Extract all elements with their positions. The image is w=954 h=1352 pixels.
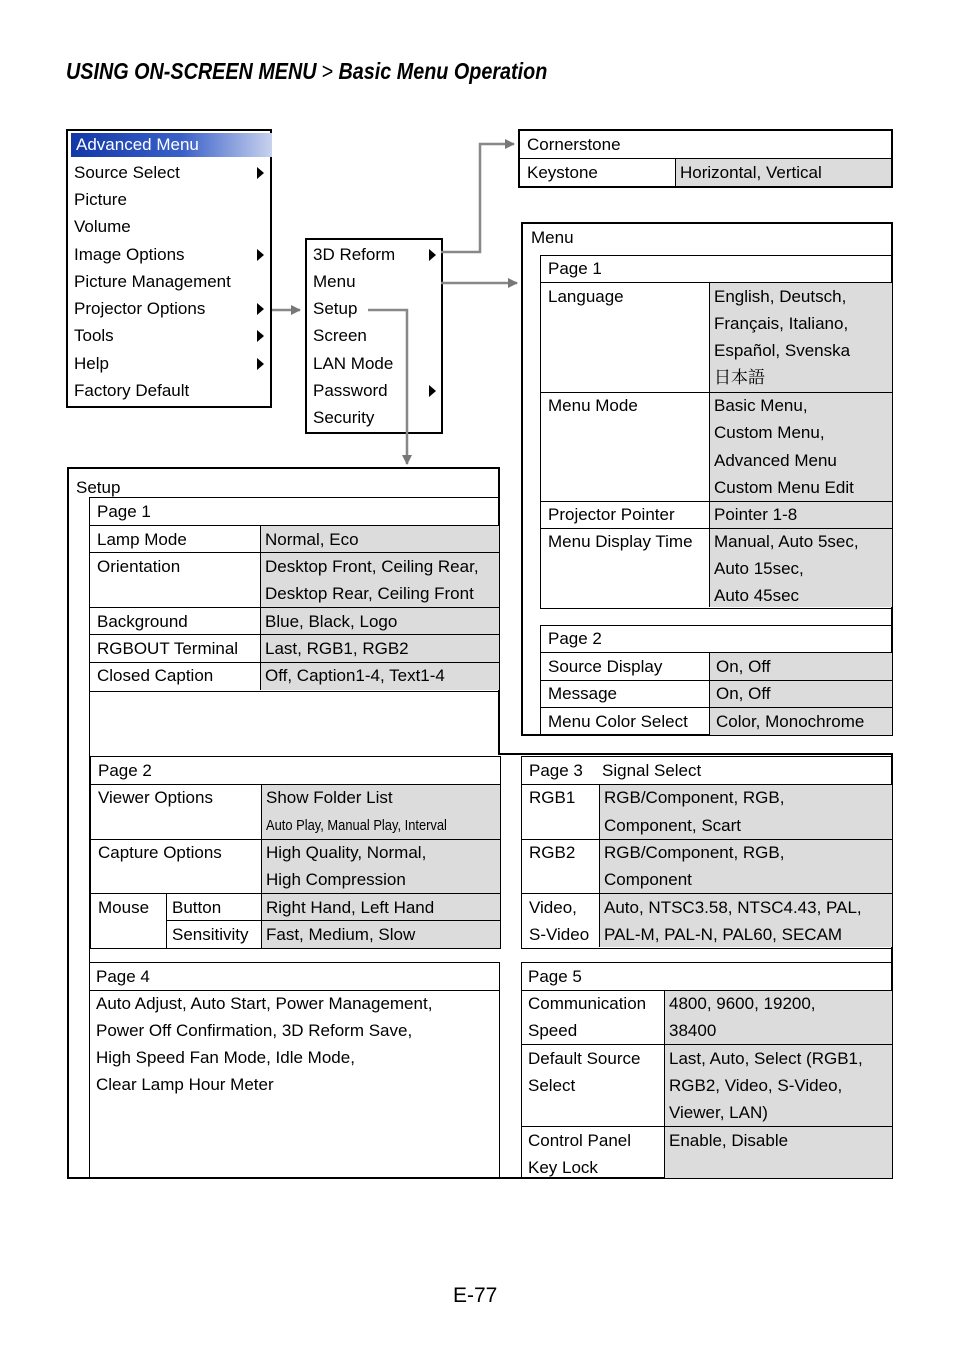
- menu-item-factory-default[interactable]: Factory Default: [74, 381, 190, 400]
- menu-item-tools[interactable]: Tools: [74, 326, 114, 345]
- comm-speed-value: 4800, 9600, 19200,: [669, 994, 816, 1013]
- menu-display-time-value: Manual, Auto 5sec,: [714, 532, 859, 551]
- rgb2-value: RGB/Component, RGB,: [604, 843, 785, 862]
- setup-page1-label: Page 1: [97, 502, 151, 521]
- menu-item-lan-mode[interactable]: LAN Mode: [313, 354, 394, 373]
- language-value: Español, Svenska: [714, 341, 851, 360]
- mouse-label: Mouse: [98, 898, 150, 917]
- language-value: English, Deutsch,: [714, 287, 847, 306]
- default-source-value: Last, Auto, Select (RGB1,: [669, 1049, 863, 1068]
- setup-box-title: Setup: [76, 478, 121, 497]
- menu-mode-value: Advanced Menu: [714, 451, 837, 470]
- default-source-label: Select: [528, 1076, 576, 1095]
- rgbout-terminal-label: RGBOUT Terminal: [97, 639, 239, 658]
- language-value: 日本語: [714, 368, 765, 387]
- menu-item-projector-options[interactable]: Projector Options: [74, 299, 206, 318]
- background-value: Blue, Black, Logo: [265, 612, 398, 631]
- comm-speed-value: 38400: [669, 1021, 717, 1040]
- language-label: Language: [548, 287, 624, 306]
- mouse-button-value: Right Hand, Left Hand: [266, 898, 435, 917]
- video-value: PAL-M, PAL-N, PAL60, SECAM: [604, 925, 843, 944]
- page4-line: Auto Adjust, Auto Start, Power Management,: [96, 994, 433, 1013]
- key-lock-label: Key Lock: [528, 1158, 598, 1177]
- viewer-options-value: Auto Play, Manual Play, Interval: [266, 817, 447, 834]
- advanced-menu-title[interactable]: Advanced Menu: [71, 133, 272, 157]
- menu-display-time-value: Auto 15sec,: [714, 559, 804, 578]
- page-number: E-77: [453, 1284, 498, 1307]
- source-display-label: Source Display: [548, 657, 663, 676]
- video-label: Video,: [529, 898, 577, 917]
- projector-pointer-value: Pointer 1-8: [714, 505, 798, 524]
- menu-mode-value: Custom Menu,: [714, 423, 825, 442]
- rgb1-label: RGB1: [529, 788, 576, 807]
- subsection-title: Basic Menu Operation: [338, 58, 548, 84]
- menu-item-picture-management[interactable]: Picture Management: [74, 272, 231, 291]
- comm-speed-label: Speed: [528, 1021, 578, 1040]
- viewer-options-label: Viewer Options: [98, 788, 213, 807]
- arrow-3dreform-to-box: [441, 144, 514, 252]
- capture-options-value: High Quality, Normal,: [266, 843, 427, 862]
- closed-caption-label: Closed Caption: [97, 666, 214, 685]
- orientation-value: Desktop Rear, Ceiling Front: [265, 584, 474, 603]
- rgb1-value: Component, Scart: [604, 816, 742, 835]
- closed-caption-value: Off, Caption1-4, Text1-4: [265, 666, 445, 685]
- page2-label: Page 2: [548, 629, 602, 648]
- default-source-value: Viewer, LAN): [669, 1103, 768, 1122]
- menu-item-source-select[interactable]: Source Select: [74, 163, 180, 182]
- key-lock-value: Enable, Disable: [669, 1131, 789, 1150]
- default-source-label: Default Source: [528, 1049, 641, 1068]
- cornerstone-label: Cornerstone: [527, 135, 621, 154]
- mouse-sensitivity-value: Fast, Medium, Slow: [266, 925, 416, 944]
- mouse-sensitivity-label: Sensitivity: [172, 925, 249, 944]
- menu-item-setup[interactable]: Setup: [313, 299, 358, 318]
- menu-item-menu[interactable]: Menu: [313, 272, 356, 291]
- capture-options-label: Capture Options: [98, 843, 222, 862]
- menu-mode-label: Menu Mode: [548, 396, 638, 415]
- lamp-mode-value: Normal, Eco: [265, 530, 359, 549]
- capture-options-value: High Compression: [266, 870, 406, 889]
- arrow-setup-to-box: [368, 310, 407, 464]
- video-value: Auto, NTSC3.58, NTSC4.43, PAL,: [604, 898, 862, 917]
- menu-item-3d-reform[interactable]: 3D Reform: [313, 245, 396, 264]
- setup-page4-label: Page 4: [96, 967, 150, 986]
- message-value: On, Off: [716, 684, 771, 703]
- menu-mode-value: Basic Menu,: [714, 396, 808, 415]
- menu-item-security[interactable]: Security: [313, 408, 375, 427]
- menu-color-select-label: Menu Color Select: [548, 712, 688, 731]
- setup-page3-label: Page 3: [529, 761, 583, 780]
- viewer-options-value: Show Folder List: [266, 788, 393, 807]
- page1-label: Page 1: [548, 259, 602, 278]
- orientation-label: Orientation: [97, 557, 181, 576]
- message-label: Message: [548, 684, 617, 703]
- menu-mode-value: Custom Menu Edit: [714, 478, 854, 497]
- menu-box-title: Menu: [531, 228, 574, 247]
- page4-line: Clear Lamp Hour Meter: [96, 1075, 274, 1094]
- default-source-value: RGB2, Video, S-Video,: [669, 1076, 843, 1095]
- breadcrumb-separator: >: [321, 58, 334, 84]
- menu-item-help[interactable]: Help: [74, 354, 109, 373]
- menu-display-time-value: Auto 45sec: [714, 586, 800, 605]
- comm-speed-label: Communication: [528, 994, 647, 1013]
- rgb2-value: Component: [604, 870, 692, 889]
- mouse-button-label: Button: [172, 898, 222, 917]
- setup-page2-label: Page 2: [98, 761, 152, 780]
- rgb2-label: RGB2: [529, 843, 576, 862]
- projector-pointer-label: Projector Pointer: [548, 505, 675, 524]
- menu-item-picture[interactable]: Picture: [74, 190, 127, 209]
- menu-color-select-value: Color, Monochrome: [716, 712, 865, 731]
- language-value: Français, Italiano,: [714, 314, 849, 333]
- keystone-value: Horizontal, Vertical: [680, 163, 822, 182]
- source-display-value: On, Off: [716, 657, 771, 676]
- menu-display-time-label: Menu Display Time: [548, 532, 693, 551]
- page4-line: High Speed Fan Mode, Idle Mode,: [96, 1048, 355, 1067]
- page4-line: Power Off Confirmation, 3D Reform Save,: [96, 1021, 413, 1040]
- keystone-label: Keystone: [527, 163, 598, 182]
- key-lock-label: Control Panel: [528, 1131, 632, 1150]
- orientation-value: Desktop Front, Ceiling Rear,: [265, 557, 479, 576]
- menu-item-volume[interactable]: Volume: [74, 217, 131, 236]
- lamp-mode-label: Lamp Mode: [97, 530, 187, 549]
- rgbout-terminal-value: Last, RGB1, RGB2: [265, 639, 409, 658]
- section-title: USING ON-SCREEN MENU: [66, 58, 317, 84]
- menu-item-password[interactable]: Password: [313, 381, 388, 400]
- svideo-label: S-Video: [529, 925, 590, 944]
- rgb1-value: RGB/Component, RGB,: [604, 788, 785, 807]
- menu-item-image-options[interactable]: Image Options: [74, 245, 185, 264]
- setup-page5-label: Page 5: [528, 967, 582, 986]
- background-label: Background: [97, 612, 188, 631]
- signal-select-title: Signal Select: [602, 761, 702, 780]
- menu-item-screen[interactable]: Screen: [313, 326, 367, 345]
